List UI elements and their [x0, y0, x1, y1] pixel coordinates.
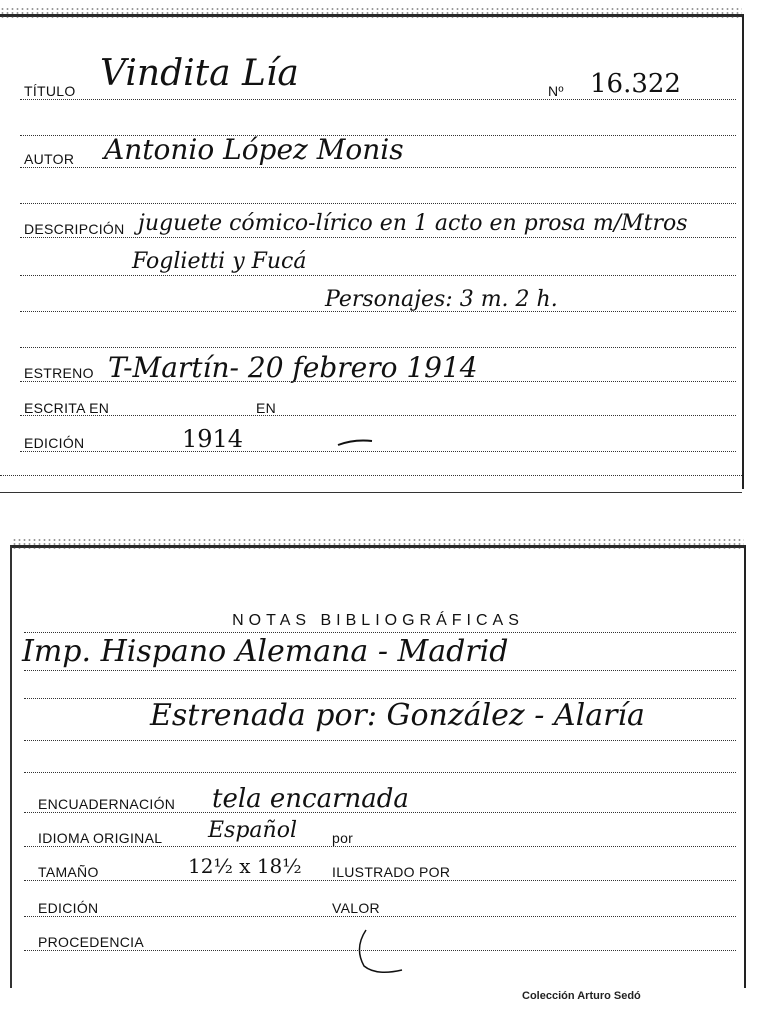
blank-rule: [20, 347, 736, 348]
autor-value: Antonio López Monis: [104, 133, 404, 166]
autor-label: AUTOR: [24, 151, 75, 167]
idioma-label: IDIOMA ORIGINAL: [38, 830, 163, 846]
descripcion-line1: juguete cómico-lírico en 1 acto en prosa m/Mtros: [138, 211, 688, 236]
procedencia-label: PROCEDENCIA: [38, 934, 144, 950]
descripcion-label: DESCRIPCIÓN: [24, 221, 125, 237]
ink-stroke: [352, 926, 412, 978]
en-label: EN: [256, 400, 277, 416]
idioma-value: Español: [208, 818, 297, 843]
idioma-rule: [24, 846, 736, 847]
edicion-rule: [20, 451, 736, 452]
blank-rule: [0, 475, 742, 476]
catalog-card-top: [0, 14, 744, 489]
notas-heading: NOTAS BIBLIOGRÁFICAS: [232, 612, 524, 629]
titulo-value: Vindita Lía: [100, 53, 299, 94]
tamano-rule: [24, 880, 736, 881]
ilustrado-label: ILUSTRADO POR: [332, 864, 451, 880]
note-line1: Imp. Hispano Alemana - Madrid: [22, 634, 509, 669]
descripcion-rule: [20, 237, 736, 238]
autor-rule: [20, 167, 736, 168]
descripcion-line2: Foglietti y Fucá: [132, 249, 307, 274]
numero-value: 16.322: [590, 69, 681, 99]
estreno-value: T-Martín- 20 febrero 1914: [108, 351, 478, 384]
encuadernacion-label: ENCUADERNACIÓN: [38, 796, 176, 812]
heading-rule: [24, 632, 736, 633]
collection-credit: Colección Arturo Sedó: [522, 990, 641, 1002]
edicion2-rule: [24, 916, 736, 917]
escrita-label: ESCRITA EN: [24, 400, 110, 416]
torn-edge-texture: [0, 7, 742, 19]
por-label: por: [332, 830, 354, 846]
card-separator: [0, 492, 742, 493]
note-line2: Estrenada por: González - Alaría: [150, 698, 645, 733]
titulo-label: TÍTULO: [24, 83, 76, 99]
blank-rule: [24, 772, 736, 773]
edicion-value: 1914: [182, 425, 244, 453]
encuadernacion-value: tela encarnada: [212, 784, 409, 814]
tamano-value: 12½ x 18½: [188, 854, 302, 878]
note-rule-2: [24, 740, 736, 741]
torn-edge-texture: [12, 538, 744, 550]
edicion-label: EDICIÓN: [24, 435, 85, 451]
descripcion-rule-2: [20, 275, 736, 276]
escrita-rule: [20, 415, 736, 416]
edicion2-label: EDICIÓN: [38, 900, 99, 916]
catalog-card-bottom: [10, 545, 746, 988]
ink-stroke: [336, 437, 376, 449]
numero-label: Nº: [548, 83, 564, 99]
blank-rule: [20, 203, 736, 204]
note-rule-1: [24, 670, 736, 671]
titulo-rule: [20, 99, 736, 100]
valor-label: VALOR: [332, 900, 380, 916]
tamano-label: TAMAÑO: [38, 864, 99, 880]
estreno-label: ESTRENO: [24, 365, 94, 381]
descripcion-line3: Personajes: 3 m. 2 h.: [325, 287, 558, 312]
